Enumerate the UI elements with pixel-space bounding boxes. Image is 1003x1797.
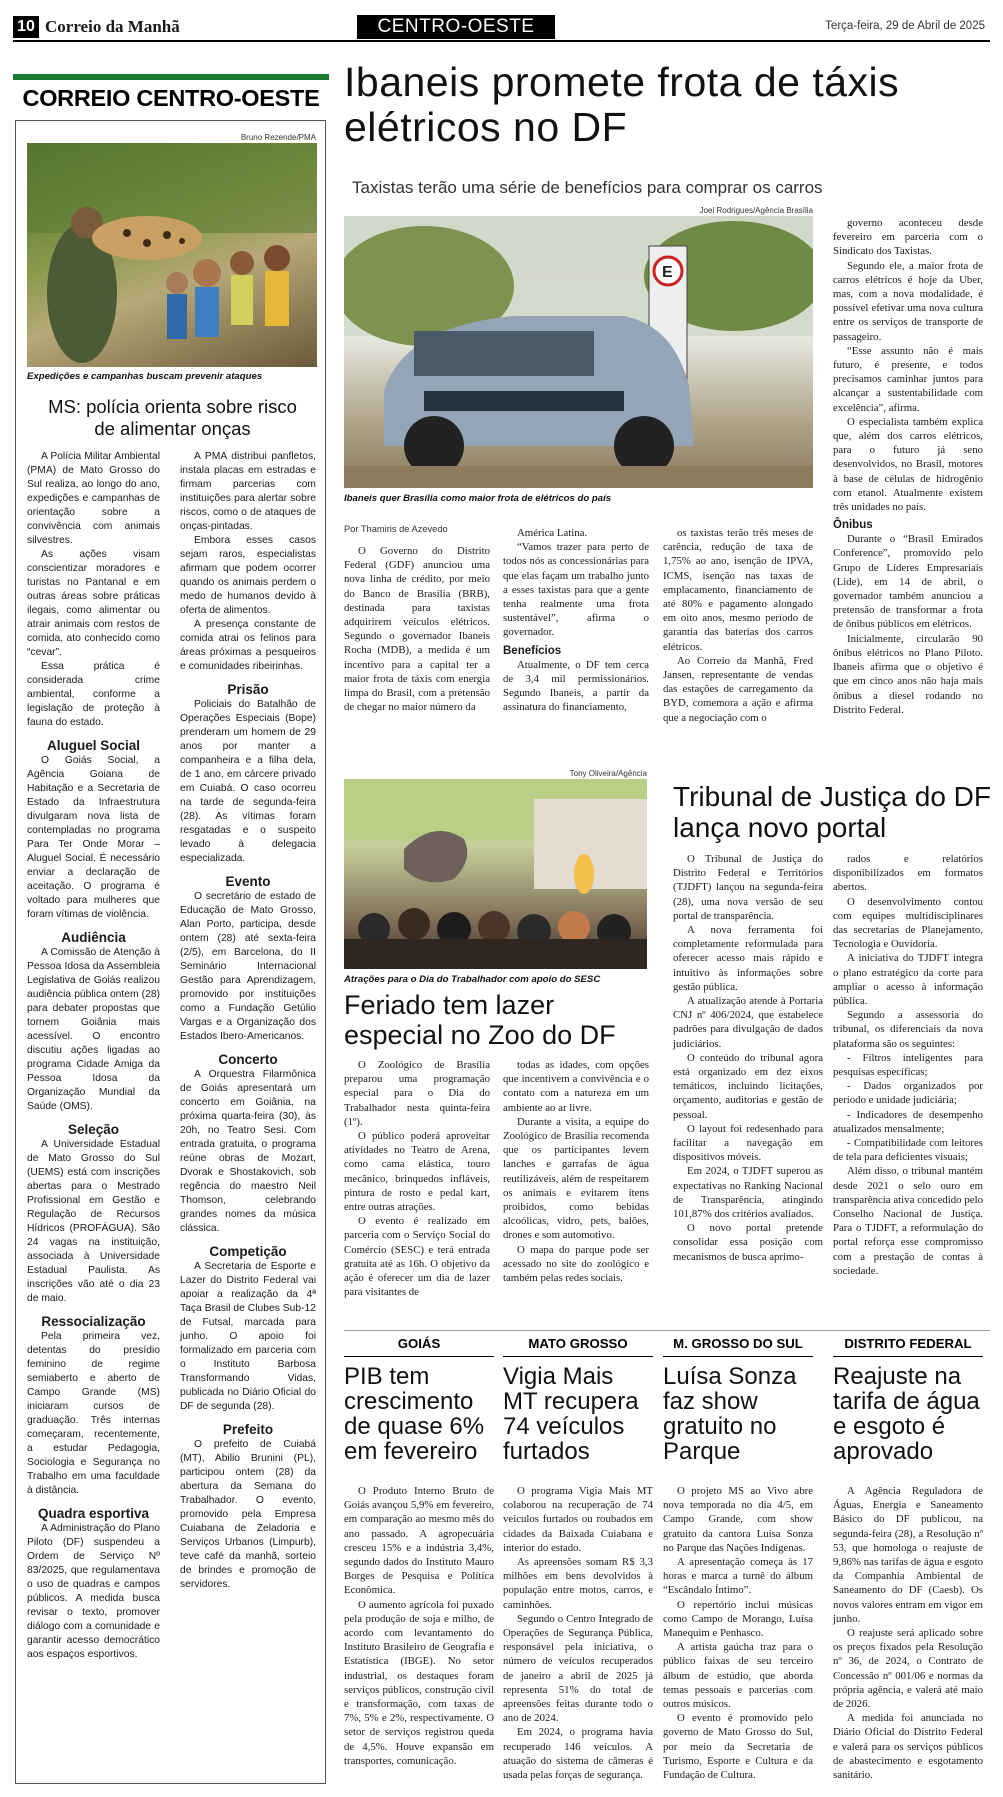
body-paragraph: O layout foi redesenhado para facilitar a navegação em dispositivos móveis. bbox=[673, 1122, 823, 1164]
body-paragraph: O Goiás Social, a Agência Goiana de Habitação e a Secretaria de Estado da Infraestrutura divulgaram nova lista de contempladas no programa Para Ter Onde Morar – Aluguel Social. É necessário enviar a declaração de aceitação. O programa é voltado para mulheres que foram vítimas de violência. bbox=[27, 755, 160, 920]
lead-column-1 bbox=[344, 544, 490, 714]
electric-taxi-photo bbox=[344, 216, 813, 488]
brief-body bbox=[503, 1484, 653, 1782]
body-paragraph: “Vamos trazer para perto de todos nós as concessionárias para que elas façam um trabalho junto a esses taxistas para que a gente tenha realmente uma frota sustentável”, afirma o governador. bbox=[503, 541, 649, 639]
lead-photo-credit: Joel Rodrigues/Agência Brasília bbox=[699, 206, 813, 215]
body-paragraph: “Esse assunto não é mais futuro, é presente, e todos precisamos caminhar juntos para alcançar a sustentabilidade com excelência”, afirma. bbox=[833, 344, 983, 414]
body-paragraph: Inicialmente, circularão 90 ônibus elétricos no Plano Piloto. Ibaneis afirma que o objetivo é que em cinco anos não haja mais ônibus a diesel rodando no Distrito Federal. bbox=[833, 632, 983, 716]
body-paragraph: O novo portal pretende consolidar essa posição com mecanismos de busca aprimo- bbox=[673, 1222, 823, 1263]
body-paragraph: A Agência Reguladora de Águas, Energia e Saneamento Básico do DF publicou, na segunda-feira (28), a Resolução nº 53, que homologa o reajuste de 9,86% nas tarifas de água e esgoto da Companhia Ambiental de Saneamento do DF (Caesb). Os novos valores entram em vigor em junho. bbox=[833, 1485, 983, 1625]
body-paragraph: O programa Vigia Mais MT colaborou na recuperação de 74 veículos furtados ou roubados em cidades da Baixada Cuiabana e interior do estado. bbox=[503, 1485, 653, 1554]
lead-column-4 bbox=[833, 216, 983, 717]
brief-heading: Concerto bbox=[218, 1052, 278, 1067]
brief-body bbox=[344, 1484, 494, 1768]
brief-section-label: MATO GROSSO bbox=[528, 1336, 628, 1351]
body-paragraph: - Compatibilidade com leitores de tela para deficientes visuais; bbox=[833, 1137, 983, 1164]
lead-photo-caption: Ibaneis quer Brasília como maior frota de elétricos do país bbox=[344, 493, 612, 504]
body-paragraph: Em 2024, o programa havia recuperado 146 veículos. A atuação do sistema de câmeras é usada pelas forças de segurança. bbox=[503, 1726, 653, 1782]
body-paragraph: A atualização atende à Portaria CNJ nº 406/2024, que estabelece padrões para divulgação de dados judiciários. bbox=[673, 995, 823, 1050]
body-paragraph: O Tribunal de Justiça do Distrito Federal e Territórios (TJDFT) lançou na segunda-feira (28), uma nova versão de seu portal de transparência. bbox=[673, 853, 823, 922]
body-paragraph: A nova ferramenta foi completamente reformulada para oferecer acesso mais rápido e intuitivo às informações sobre gestão pública. bbox=[673, 924, 823, 993]
brief-body bbox=[663, 1484, 813, 1782]
body-paragraph: O reajuste será aplicado sobre os preços fixados pela Resolução nº 36, de 2024, o Contrato de Concessão nº 001/06 e normas da própria agência, e valerá até maio de 2026. bbox=[833, 1627, 983, 1711]
newspaper-brand: Correio da Manhã bbox=[45, 17, 180, 36]
body-paragraph: O projeto MS ao Vivo abre nova temporada no dia 4/5, em Campo Grande, com show gratuito da cantora Luísa Sonza no Parque das Nações Indígenas. bbox=[663, 1485, 813, 1554]
body-paragraph: O Governo do Distrito Federal (GDF) anunciou uma nova linha de crédito, por meio do Banco de Brasília (BRB), destinada para taxistas adquirirem veículos elétricos. Segundo o governador Ibaneis Rocha (MDB), a medida é um incentivo para a capital ter a maior frota de táxis com energia limpa do Brasil, com a pretensão de chegar no maior número da bbox=[344, 545, 490, 714]
body-paragraph: Segundo ele, a maior frota de carros elétricos é hoje da Uber, mas, com a nova modalidade, é possível efetivar uma nova cultura entre os serviços de transporte de passageiro. bbox=[833, 259, 983, 343]
brief-heading: Aluguel Social bbox=[46, 738, 141, 753]
body-paragraph: A artista gaúcha traz para o público faixas de seu terceiro álbum de estúdio, que aborda temas pessoais e parcerias com outros músicos. bbox=[663, 1641, 813, 1711]
body-paragraph: A apresentação começa às 17 horas e marca a turnê do álbum “Escândalo Íntimo”. bbox=[663, 1556, 813, 1597]
brief-heading: Evento bbox=[225, 874, 271, 889]
brief-heading: Ressocialização bbox=[41, 1314, 146, 1329]
body-paragraph: O evento é realizado em parceria com o Serviço Social do Comércio (SESC) e terá entrada gratuita até as 16h. O objetivo da ação é oferecer um dia de lazer para visitantes de bbox=[344, 1215, 490, 1299]
brief-heading: Quadra esportiva bbox=[37, 1506, 150, 1521]
body-paragraph: O especialista também explica que, além dos carros elétricos, para o futuro já seno desenvolvidos, no Brasil, motores à base de células de hidrogênio com etanol. Atualmente existem três unidades no país. bbox=[833, 415, 983, 514]
body-paragraph: Atualmente, o DF tem cerca de 3,4 mil permissionários. Segundo Ibaneis, a partir da assinatura do financiamento, bbox=[503, 658, 649, 714]
body-paragraph: O aumento agrícola foi puxado pela produção de soja e milho, de acordo com levantamento do Instituto Brasileiro de Geografia e Estatística (IBGE). No setor industrial, os destaques foram serviços públicos, construção civil e transformação, com taxas de 7%, 5% e 2%, respectivamente. O setor de serviços registrou queda de 4,5%. Houve expansão em transportes, comunicação. bbox=[344, 1598, 494, 1767]
brief-label-rule bbox=[663, 1356, 813, 1357]
brief-heading: Competição bbox=[209, 1244, 287, 1259]
body-paragraph: Essa prática é considerada crime ambiental, conforme a legislação de proteção à fauna do estado. bbox=[27, 661, 160, 728]
bottom-strip-rule bbox=[344, 1330, 990, 1331]
body-paragraph: A Polícia Militar Ambiental (PMA) de Mato Grosso do Sul realiza, ao longo do ano, expedições e campanhas de orientação sobre a convivência com animais silvestres. bbox=[27, 451, 160, 546]
brief-label-rule bbox=[833, 1356, 983, 1357]
lead-column-3 bbox=[663, 526, 813, 725]
body-paragraph: A Administração do Plano Piloto (DF) suspendeu a Ordem de Serviço Nº 83/2025, que regulamentava o uso de quadras e campos públicos. A medida busca revisar o texto, promover diálogo com a comunidade e garantir acesso democrático aos espaços esportivos. bbox=[27, 1523, 160, 1660]
brief-headline: Vigia Mais MT recupera 74 veículos furtados bbox=[503, 1363, 639, 1465]
body-paragraph: América Latina. bbox=[517, 527, 588, 539]
section-banner: CENTRO-OESTE bbox=[357, 15, 555, 39]
body-paragraph: A iniciativa do TJDFT integra o plano estratégico da corte para ampliar o acesso à informação pública. bbox=[833, 952, 983, 1008]
brief-heading: Audiência bbox=[61, 930, 126, 945]
body-paragraph: rados e relatórios disponibilizados em formatos abertos. bbox=[833, 853, 983, 894]
tjdf-column-2 bbox=[833, 852, 983, 1278]
body-paragraph: governo aconteceu desde fevereiro em parceria com o Sindicato dos Taxistas. bbox=[833, 217, 983, 258]
photo-credit: Bruno Rezende/PMA bbox=[240, 133, 316, 142]
body-paragraph: todas as idades, com opções que incentivem a convivência e o contato com a natureza em um ambiente ao ar livre. bbox=[503, 1059, 649, 1114]
sidebar-right-column bbox=[180, 450, 316, 1592]
body-paragraph: O desenvolvimento contou com equipes multidisciplinares das secretarias de Planejamento, Tecnologia e Ouvidoria. bbox=[833, 895, 983, 951]
body-paragraph: A Comissão de Atenção à Pessoa Idosa da Assembleia Legislativa de Goiás realizou audiência pública ontem (28) para debater propostas que tornem Goiânia mais acessível. O encontro discutiu ações ligadas ao programa Cidade Amiga da Pessoa Idosa da Organização Mundial da Saúde (OMS). bbox=[27, 947, 160, 1112]
body-paragraph: Durante o “Brasil Emirados Conference”, promovido pelo Grupo de Líderes Empresariais (Lide), em 14 de abril, o governador também anunciou a pretensão de transformar a frota de ônibus públicos em elétricos. bbox=[833, 533, 983, 631]
body-paragraph: O Zoológico de Brasília preparou uma programação especial para o Dia do Trabalhador nesta quinta-feira (1º). bbox=[344, 1059, 490, 1128]
brief-headline: PIB tem crescimento de quase 6% em fevereiro bbox=[344, 1363, 485, 1465]
sidebar-green-bar bbox=[13, 74, 329, 80]
byline: Por Thamiris de Azevedo bbox=[344, 524, 448, 534]
body-paragraph: Policiais do Batalhão de Operações Especiais (Bope) prenderam um homem de 29 anos por manter a companheira e a filha dela, de 1 ano, em cárcere privado em Cuiabá. O caso ocorreu na tarde de segunda-feira (28). As vítimas foram resgatadas e o suspeito levado à delegacia especializada. bbox=[180, 699, 316, 864]
body-paragraph: Ao Correio da Manhã, Fred Jansen, representante de vendas das estações de carregamento da BYD, comemora a ação e afirma que a negociação com o bbox=[663, 654, 813, 724]
brief-label-rule bbox=[344, 1356, 494, 1357]
body-paragraph: Segundo o Centro Integrado de Operações de Segurança Pública, responsável pela iniciativa, o número de veículos recuperados de janeiro a abril de 2025 já representa 51% do total de apreensões feitas durante todo o ano de 2024. bbox=[503, 1612, 653, 1725]
brief-section-label: GOIÁS bbox=[397, 1336, 441, 1351]
body-paragraph: Em 2024, o TJDFT superou as expectativas no Ranking Nacional de Transparência, atingindo 101,87% dos critérios avaliados. bbox=[673, 1165, 823, 1221]
body-paragraph: As ações visam conscientizar moradores e turistas no Pantanal e em outras áreas sobre práticas ilegais, como alimentar ou atrair animais com restos de comida, ato conhecido como “cevar”. bbox=[27, 549, 160, 658]
body-paragraph: Além disso, o tribunal mantém desde 2021 o selo ouro em transparência ativa concedido pelo Conselho Nacional de Justiça. Para o TJDFT, a reformulação do portal reforça esse compromisso com a prestação de contas à sociedade. bbox=[833, 1165, 983, 1277]
body-paragraph: - Dados organizados por período e unidade judiciária; bbox=[833, 1080, 983, 1107]
brief-label-rule bbox=[503, 1356, 653, 1357]
tjdf-column-1 bbox=[673, 852, 823, 1264]
zoo-headline: Feriado tem lazer especial no Zoo do DF bbox=[344, 990, 616, 1050]
header-rule bbox=[13, 40, 990, 42]
body-paragraph: Pela primeira vez, detentas do presídio feminino de regime semiaberto e aberto de Campo Grande (MS) iniciaram cursos de graduação. Três internas começaram, recentemente, a estudar Pedagogia, Sociologia e Segurança no Trabalho em uma faculdade à distância. bbox=[27, 1331, 160, 1496]
body-paragraph: O público poderá aproveitar atividades no Teatro de Arena, como cama elástica, touro mecânico, brinquedos infláveis, pintura de rosto e pedal kart, entre outras atrações. bbox=[344, 1130, 490, 1214]
body-paragraph: O repertório inclui músicas como Campo de Morango, Luísa Manequim e Penhasco. bbox=[663, 1598, 813, 1640]
body-paragraph: O prefeito de Cuiabá (MT), Abilio Brunini (PL), participou ontem (28) da abertura da Semana do Trabalhador. O evento, promovido pela Empresa Cuiabana de Zeladoria e Serviços Urbanos (Limpurb), teve café da manhã, sorteio de brindes e promoção de servidores. bbox=[180, 1439, 316, 1590]
body-paragraph: Durante a visita, a equipe do Zoológico de Brasília recomenda que os participantes levem lanches e garrafas de água reutilizáveis, além de respeitarem os animais e evitarem itens proibidos, como bebidas alcoólicas, vidro, pets, balões, drones e som automotivo. bbox=[503, 1115, 649, 1242]
sidebar-left-column bbox=[27, 450, 160, 1662]
body-paragraph: Embora esses casos sejam raros, especialistas afirmam que podem ocorrer quando os animais perdem o medo de humanos devido à oferta de alimentos. bbox=[180, 535, 316, 616]
body-paragraph: As apreensões somam R$ 3,3 milhões em bens devolvidos à população entre motos, carros, e caminhões. bbox=[503, 1556, 653, 1611]
body-paragraph: Segundo a assessoria do tribunal, os diferenciais da nova plataforma são os seguintes: bbox=[833, 1009, 983, 1050]
brief-section-label: M. GROSSO DO SUL bbox=[673, 1336, 803, 1351]
lead-headline: Ibaneis promete frota de táxis elétricos no DF bbox=[344, 59, 900, 150]
issue-date: Terça-feira, 29 de Abril de 2025 bbox=[825, 20, 985, 32]
brief-headline: Luísa Sonza faz show gratuito no Parque bbox=[663, 1363, 797, 1465]
zoo-column-2 bbox=[503, 1058, 649, 1285]
body-paragraph: O secretário de estado de Educação de Mato Grosso, Alan Porto, participa, desde ontem (28) até sexta-feira (2/5), em Barcelona, do II Seminário Internacional Gestão para Aprendizagem, promovido por instituições como a Fundação Getúlio Vargas e a Organização dos Estados Ibero-Americanos. bbox=[180, 891, 316, 1042]
brief-heading: Seleção bbox=[67, 1122, 120, 1137]
body-paragraph: - Indicadores de desempenho atualizados mensalmente; bbox=[833, 1108, 983, 1135]
brief-body bbox=[833, 1484, 983, 1782]
body-paragraph: O evento é promovido pelo governo de Mato Grosso do Sul, por meio da Secretaria de Turismo, Esporte e Cultura e da Fundação de Cultura. bbox=[663, 1712, 813, 1782]
tjdf-headline: Tribunal de Justiça do DF lança novo portal bbox=[673, 781, 991, 843]
body-paragraph: A Secretaria de Esporte e Lazer do Distrito Federal vai apoiar a realização da 4ª Taça Brasil de Clubes Sub-12 de Futsal, marcada para junho. O apoio foi formalizado em parceria com o Instituto Barbosa Transformando Vidas, publicada no Diário Oficial do DF de segunda (28). bbox=[180, 1261, 316, 1412]
body-paragraph: A Universidade Estadual de Mato Grosso do Sul (UEMS) está com inscrições abertas para o Mestrado Profissional em Gestão e Regulação de Recursos Hídricos (PROFÁGUA). São 24 vagas na instituição, associada à Universidade Estadual Paulista. As inscrições vão até o dia 23 de maio. bbox=[27, 1139, 160, 1304]
photo-caption: Expedições e campanhas buscam prevenir ataques bbox=[27, 371, 263, 382]
body-paragraph: O conteúdo do tribunal agora está organizado em dez eixos temáticos, incluindo licitações, orçamento, auditorias e gestão de pessoal. bbox=[673, 1051, 823, 1121]
body-paragraph: A presença constante de comida atrai os felinos para áreas próximas a pesqueiros e comunidades ribeirinhas. bbox=[180, 619, 316, 672]
zoo-photo-credit: Tony Oliveira/Agência bbox=[569, 769, 647, 778]
lead-subhead: Taxistas terão uma série de benefícios para comprar os carros bbox=[352, 178, 823, 197]
page-number: 10 bbox=[13, 16, 39, 38]
jaguar-photo bbox=[27, 143, 317, 367]
sidebar-headline: MS: polícia orienta sobre risco de alimentar onças bbox=[48, 396, 297, 439]
body-paragraph: A medida foi anunciada no Diário Oficial do Distrito Federal e valerá para os serviços públicos de abastecimento e esgotamento sanitário. bbox=[833, 1712, 983, 1782]
subsection-heading: Ônibus bbox=[833, 519, 873, 532]
body-paragraph: os taxistas terão três meses de carência, redução de taxa de 1,75% ao ano, isenção de IPVA, ICMS, isenção nas taxas de emplacamento, financiamento de até 80% e pagamento alongado em oito anos, mesmo período de garantia das baterias dos carros elétricos. bbox=[663, 527, 813, 653]
body-paragraph: A Orquestra Filarmônica de Goiás apresentará um concerto em Goiânia, na próxima quarta-feira (30), às 20h, no Teatro Sesi. Com entrada gratuita, o programa reúne obras de Mozart, Dvorak e Shostakovich, sob regência do maestro Neil Thomson, celebrando grandes nomes da música clássica. bbox=[180, 1069, 316, 1234]
zoo-column-1 bbox=[344, 1058, 490, 1299]
body-paragraph: O mapa do parque pode ser acessado no site do zoológico e também pelas redes sociais. bbox=[503, 1243, 649, 1285]
svg-text:E: E bbox=[662, 264, 673, 281]
zoo-photo-caption: Atrações para o Dia do Trabalhador com apoio do SESC bbox=[344, 974, 601, 985]
lead-column-2 bbox=[503, 526, 649, 714]
sidebar-banner: CORREIO CENTRO-OESTE bbox=[22, 85, 320, 111]
body-paragraph: A PMA distribui panfletos, instala placas em estradas e firmam parcerias com instituições para alertar sobre riscos, como o de ataques de onças-pintadas. bbox=[180, 451, 316, 532]
body-paragraph: O Produto Interno Bruto de Goiás avançou 5,9% em fevereiro, em comparação ao mesmo mês do ano passado. A agropecuária cresceu 15% e a indústria 3,4%, segundo dados do Instituto Mauro Borges de Pesquisa e Política Econômica. bbox=[344, 1485, 494, 1597]
brief-section-label: DISTRITO FEDERAL bbox=[844, 1336, 972, 1351]
brief-headline: Reajuste na tarifa de água e esgoto é aprovado bbox=[833, 1363, 980, 1465]
body-paragraph: - Filtros inteligentes para pesquisas específicas; bbox=[833, 1051, 983, 1079]
brief-heading: Prisão bbox=[227, 682, 269, 697]
brief-heading: Prefeito bbox=[222, 1422, 274, 1437]
subsection-heading: Benefícios bbox=[503, 644, 562, 657]
zoo-photo bbox=[344, 779, 647, 969]
